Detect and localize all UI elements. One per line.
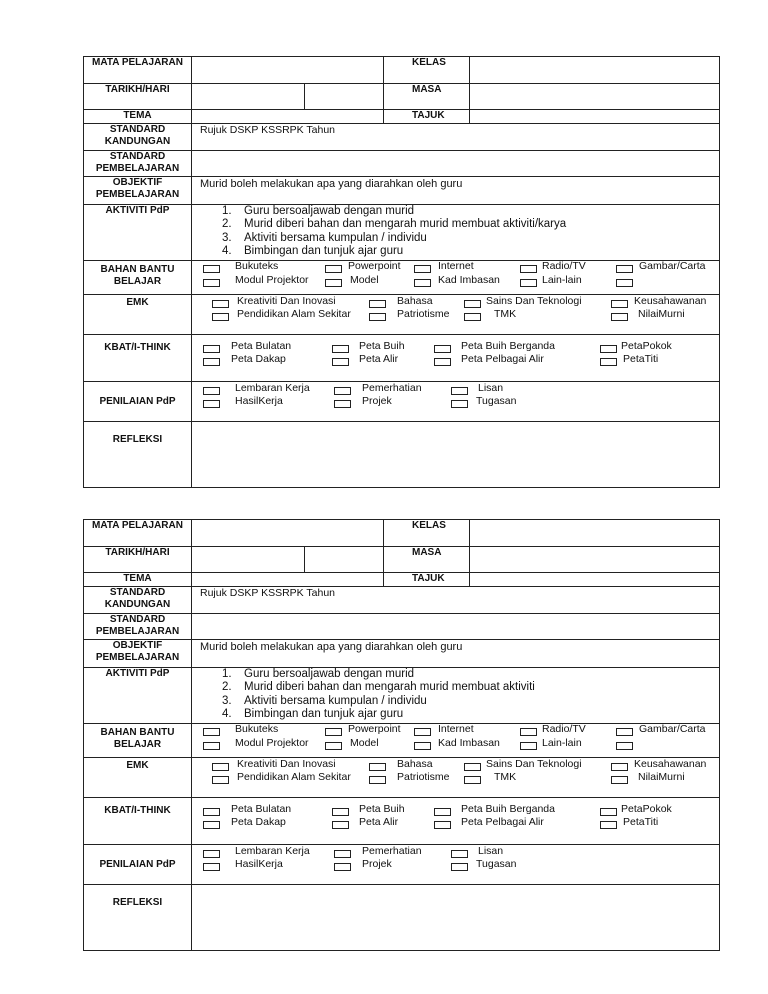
list-item: 1. Guru bersoaljawab dengan murid: [222, 205, 415, 217]
option-model: Model: [350, 737, 379, 749]
option-tugasan: Tugasan: [476, 395, 517, 407]
checkbox-lisan[interactable]: [451, 850, 468, 858]
checkbox-extra[interactable]: [616, 279, 633, 287]
checkbox-peta-alir[interactable]: [332, 358, 349, 366]
label-refleksi: REFLEKSI: [84, 885, 192, 950]
checkbox-powerpoint[interactable]: [325, 728, 342, 736]
label-refleksi: REFLEKSI: [84, 422, 192, 487]
checkbox-peta-buih-berganda[interactable]: [434, 808, 451, 816]
label-mata-pelajaran: MATA PELAJARAN: [84, 520, 192, 546]
row-penilaian: [83, 382, 720, 422]
row-standard-kandungan: [83, 587, 720, 614]
checkbox-nilai-murni[interactable]: [611, 776, 628, 784]
checkbox-peta-titi[interactable]: [600, 358, 617, 366]
checkbox-bahasa[interactable]: [369, 763, 386, 771]
option-bukuteks: Bukuteks: [235, 723, 279, 735]
label-emk: EMK: [84, 758, 192, 797]
checkbox-alam-sekitar[interactable]: [212, 313, 229, 321]
list-item: 3. Aktiviti bersama kumpulan / individu: [222, 231, 427, 244]
checkbox-kad-imbasan[interactable]: [414, 279, 431, 287]
checkbox-pemerhatian[interactable]: [334, 850, 351, 858]
option-lembaran-kerja: Lembaran Kerja: [235, 382, 310, 394]
option-lain-lain: Lain-lain: [542, 274, 582, 286]
row-kbat: [83, 335, 720, 382]
option-peta-pokok: PetaPokok: [621, 803, 672, 815]
checkbox-bahasa[interactable]: [369, 300, 386, 308]
option-peta-buih-berganda: Peta Buih Berganda: [461, 340, 555, 352]
option-modul-projektor: Modul Projektor: [235, 737, 309, 749]
checkbox-tmk[interactable]: [464, 313, 481, 321]
checkbox-patriotisme[interactable]: [369, 313, 386, 321]
checkbox-peta-bulatan[interactable]: [203, 808, 220, 816]
checkbox-pemerhatian[interactable]: [334, 387, 351, 395]
checkbox-lembaran-kerja[interactable]: [203, 387, 220, 395]
list-item: 1. Guru bersoaljawab dengan murid: [222, 668, 415, 680]
option-tmk: TMK: [494, 771, 517, 783]
checkbox-gambar-carta[interactable]: [616, 265, 633, 273]
row-refleksi: [83, 422, 720, 488]
rph-form-2: [83, 519, 720, 951]
row-penilaian: [83, 845, 720, 885]
option-powerpoint: Powerpoint: [348, 723, 401, 735]
label-standard-pembelajaran: STANDARD PEMBELAJARAN: [84, 614, 192, 639]
row-kbat: [83, 798, 720, 845]
option-internet: Internet: [438, 260, 474, 272]
option-peta-dakap: Peta Dakap: [231, 353, 286, 365]
checkbox-peta-pelbagai-alir[interactable]: [434, 821, 451, 829]
label-tajuk: TAJUK: [412, 110, 445, 121]
option-peta-dakap: Peta Dakap: [231, 816, 286, 828]
option-keusahawanan: Keusahawanan: [634, 295, 707, 307]
checkbox-peta-bulatan[interactable]: [203, 345, 220, 353]
row-refleksi: [83, 885, 720, 951]
option-gambar-carta: Gambar/Carta: [639, 260, 706, 272]
option-peta-pelbagai-alir: Peta Pelbagai Alir: [461, 353, 544, 365]
checkbox-peta-dakap[interactable]: [203, 358, 220, 366]
checkbox-tugasan[interactable]: [451, 863, 468, 871]
checkbox-radio-tv[interactable]: [520, 728, 537, 736]
row-objektif: [83, 177, 720, 205]
checkbox-alam-sekitar[interactable]: [212, 776, 229, 784]
label-standard-kandungan: STANDARD KANDUNGAN: [84, 587, 192, 613]
option-kad-imbasan: Kad Imbasan: [438, 274, 500, 286]
row-tema: [83, 573, 720, 587]
option-internet: Internet: [438, 723, 474, 735]
checkbox-internet[interactable]: [414, 728, 431, 736]
checkbox-gambar-carta[interactable]: [616, 728, 633, 736]
row-tema: [83, 110, 720, 124]
row-bahan-bantu: [83, 724, 720, 758]
option-lain-lain: Lain-lain: [542, 737, 582, 749]
checkbox-peta-pokok[interactable]: [600, 345, 617, 353]
label-bahan-bantu: BAHAN BANTU BELAJAR: [84, 261, 192, 294]
checkbox-kad-imbasan[interactable]: [414, 742, 431, 750]
checkbox-bukuteks[interactable]: [203, 728, 220, 736]
checkbox-sains-teknologi[interactable]: [464, 300, 481, 308]
label-objektif: OBJEKTIF PEMBELAJARAN: [84, 640, 192, 667]
option-peta-bulatan: Peta Bulatan: [231, 340, 292, 352]
row-standard-pembelajaran: [83, 151, 720, 177]
option-bahasa: Bahasa: [397, 758, 433, 770]
checkbox-modul-projektor[interactable]: [203, 279, 220, 287]
option-modul-projektor: Modul Projektor: [235, 274, 309, 286]
checkbox-lisan[interactable]: [451, 387, 468, 395]
option-peta-bulatan: Peta Bulatan: [231, 803, 292, 815]
checkbox-projek[interactable]: [334, 400, 351, 408]
list-item: 3. Aktiviti bersama kumpulan / individu: [222, 694, 427, 707]
option-bahasa: Bahasa: [397, 295, 433, 307]
checkbox-peta-buih[interactable]: [332, 808, 349, 816]
row-standard-pembelajaran: [83, 614, 720, 640]
list-item: 4. Bimbingan dan tunjuk ajar guru: [222, 245, 404, 258]
option-model: Model: [350, 274, 379, 286]
label-penilaian: PENILAIAN PdP: [84, 382, 192, 421]
option-projek: Projek: [362, 395, 392, 407]
row-aktiviti: [83, 205, 720, 261]
label-masa: MASA: [412, 547, 442, 558]
standard-kandungan-value: Rujuk DSKP KSSRPK Tahun: [200, 587, 336, 599]
option-radio-tv: Radio/TV: [542, 260, 586, 272]
option-powerpoint: Powerpoint: [348, 260, 401, 272]
option-lembaran-kerja: Lembaran Kerja: [235, 845, 310, 857]
row-mata-pelajaran: [83, 57, 720, 84]
checkbox-internet[interactable]: [414, 265, 431, 273]
checkbox-peta-buih[interactable]: [332, 345, 349, 353]
label-kbat: KBAT/I-THINK: [84, 335, 192, 381]
option-hasil-kerja: HasilKerja: [235, 858, 283, 870]
label-masa: MASA: [412, 84, 442, 95]
checkbox-bukuteks[interactable]: [203, 265, 220, 273]
option-peta-buih: Peta Buih: [359, 340, 405, 352]
list-item: 2. Murid diberi bahan dan mengarah murid membuat aktiviti: [222, 681, 535, 694]
checkbox-peta-pelbagai-alir[interactable]: [434, 358, 451, 366]
checkbox-peta-titi[interactable]: [600, 821, 617, 829]
option-radio-tv: Radio/TV: [542, 723, 586, 735]
checkbox-nilai-murni[interactable]: [611, 313, 628, 321]
option-pemerhatian: Pemerhatian: [362, 845, 422, 857]
row-emk: [83, 295, 720, 335]
option-nilai-murni: NilaiMurni: [638, 771, 685, 783]
option-patriotisme: Patriotisme: [397, 771, 450, 783]
label-objektif: OBJEKTIF PEMBELAJARAN: [84, 177, 192, 204]
option-sains-teknologi: Sains Dan Teknologi: [486, 295, 582, 307]
label-emk: EMK: [84, 295, 192, 334]
checkbox-peta-alir[interactable]: [332, 821, 349, 829]
option-peta-buih: Peta Buih: [359, 803, 405, 815]
row-mata-pelajaran: [83, 520, 720, 547]
row-tarikh-hari: [83, 84, 720, 110]
option-lisan: Lisan: [478, 382, 504, 394]
label-standard-kandungan: STANDARD KANDUNGAN: [84, 124, 192, 150]
label-bahan-bantu: BAHAN BANTU BELAJAR: [84, 724, 192, 757]
option-tugasan: Tugasan: [476, 858, 517, 870]
option-peta-buih-berganda: Peta Buih Berganda: [461, 803, 555, 815]
option-pemerhatian: Pemerhatian: [362, 382, 422, 394]
row-objektif: [83, 640, 720, 668]
option-bukuteks: Bukuteks: [235, 260, 279, 272]
checkbox-kreativiti[interactable]: [212, 763, 229, 771]
checkbox-lembaran-kerja[interactable]: [203, 850, 220, 858]
option-peta-pelbagai-alir: Peta Pelbagai Alir: [461, 816, 544, 828]
option-kreativiti: Kreativiti Dan Inovasi: [237, 758, 336, 770]
checkbox-keusahawanan[interactable]: [611, 300, 628, 308]
objektif-value: Murid boleh melakukan apa yang diarahkan oleh guru: [200, 178, 463, 190]
label-penilaian: PENILAIAN PdP: [84, 845, 192, 884]
label-tema: TEMA: [84, 110, 192, 123]
option-peta-titi: PetaTiti: [623, 353, 659, 365]
label-kbat: KBAT/I-THINK: [84, 798, 192, 844]
checkbox-peta-pokok[interactable]: [600, 808, 617, 816]
checkbox-lain-lain[interactable]: [520, 742, 537, 750]
checkbox-hasil-kerja[interactable]: [203, 863, 220, 871]
rph-form-1: [83, 56, 720, 488]
row-bahan-bantu: [83, 261, 720, 295]
checkbox-extra[interactable]: [616, 742, 633, 750]
option-keusahawanan: Keusahawanan: [634, 758, 707, 770]
option-gambar-carta: Gambar/Carta: [639, 723, 706, 735]
list-item: 4. Bimbingan dan tunjuk ajar guru: [222, 708, 404, 721]
aktiviti-list: [222, 668, 535, 722]
option-nilai-murni: NilaiMurni: [638, 308, 685, 320]
option-kreativiti: Kreativiti Dan Inovasi: [237, 295, 336, 307]
checkbox-patriotisme[interactable]: [369, 776, 386, 784]
list-item: 2. Murid diberi bahan dan mengarah murid membuat aktiviti/karya: [222, 218, 567, 231]
label-aktiviti: AKTIVITI PdP: [84, 205, 192, 260]
checkbox-kreativiti[interactable]: [212, 300, 229, 308]
option-alam-sekitar: Pendidikan Alam Sekitar: [237, 771, 351, 783]
label-aktiviti: AKTIVITI PdP: [84, 668, 192, 723]
checkbox-radio-tv[interactable]: [520, 265, 537, 273]
checkbox-tmk[interactable]: [464, 776, 481, 784]
option-peta-pokok: PetaPokok: [621, 340, 672, 352]
checkbox-hasil-kerja[interactable]: [203, 400, 220, 408]
checkbox-model[interactable]: [325, 279, 342, 287]
objektif-value: Murid boleh melakukan apa yang diarahkan oleh guru: [200, 641, 463, 653]
label-tarikh-hari: TARIKH/HARI: [84, 84, 192, 109]
row-standard-kandungan: [83, 124, 720, 151]
label-kelas: KELAS: [412, 57, 446, 68]
row-aktiviti: [83, 668, 720, 724]
label-standard-pembelajaran: STANDARD PEMBELAJARAN: [84, 151, 192, 176]
option-peta-alir: Peta Alir: [359, 816, 399, 828]
checkbox-lain-lain[interactable]: [520, 279, 537, 287]
label-tarikh-hari: TARIKH/HARI: [84, 547, 192, 572]
option-projek: Projek: [362, 858, 392, 870]
option-tmk: TMK: [494, 308, 517, 320]
checkbox-powerpoint[interactable]: [325, 265, 342, 273]
checkbox-projek[interactable]: [334, 863, 351, 871]
option-peta-alir: Peta Alir: [359, 353, 399, 365]
checkbox-model[interactable]: [325, 742, 342, 750]
row-tarikh-hari: [83, 547, 720, 573]
option-peta-titi: PetaTiti: [623, 816, 659, 828]
option-alam-sekitar: Pendidikan Alam Sekitar: [237, 308, 351, 320]
checkbox-sains-teknologi[interactable]: [464, 763, 481, 771]
option-lisan: Lisan: [478, 845, 504, 857]
option-kad-imbasan: Kad Imbasan: [438, 737, 500, 749]
label-tema: TEMA: [84, 573, 192, 586]
option-patriotisme: Patriotisme: [397, 308, 450, 320]
label-mata-pelajaran: MATA PELAJARAN: [84, 57, 192, 83]
checkbox-keusahawanan[interactable]: [611, 763, 628, 771]
checkbox-modul-projektor[interactable]: [203, 742, 220, 750]
aktiviti-list: [222, 205, 566, 259]
option-sains-teknologi: Sains Dan Teknologi: [486, 758, 582, 770]
label-kelas: KELAS: [412, 520, 446, 531]
checkbox-peta-buih-berganda[interactable]: [434, 345, 451, 353]
checkbox-tugasan[interactable]: [451, 400, 468, 408]
label-tajuk: TAJUK: [412, 573, 445, 584]
row-emk: [83, 758, 720, 798]
checkbox-peta-dakap[interactable]: [203, 821, 220, 829]
option-hasil-kerja: HasilKerja: [235, 395, 283, 407]
standard-kandungan-value: Rujuk DSKP KSSRPK Tahun: [200, 124, 336, 136]
